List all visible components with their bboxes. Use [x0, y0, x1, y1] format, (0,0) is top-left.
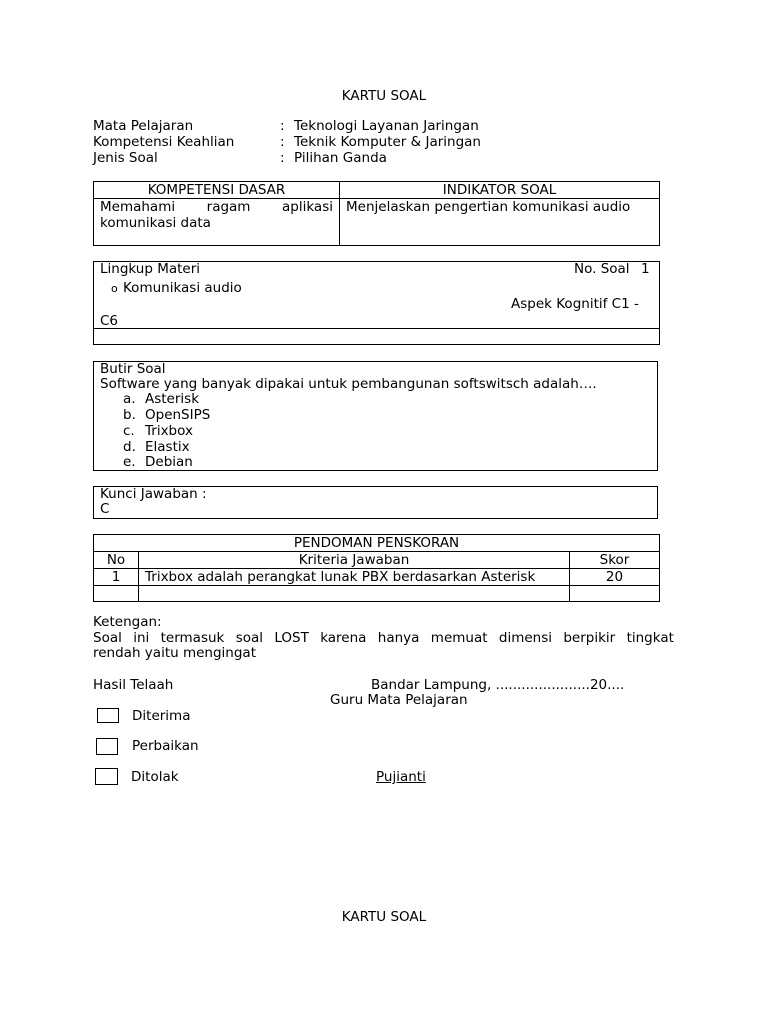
kd-word: aplikasi — [282, 199, 333, 215]
butir-label: Butir Soal — [100, 361, 166, 377]
place-date: Bandar Lampung, ......................20.... — [371, 677, 625, 693]
signature-name: Pujianti — [376, 769, 426, 785]
keterangan-word: memuat — [430, 630, 488, 646]
option-letter: a. — [123, 391, 136, 407]
indikator-cell: Menjelaskan pengertian komunikasi audio — [340, 199, 660, 246]
keterangan-word: LOST — [274, 630, 309, 646]
info-label-type: Jenis Soal — [93, 150, 158, 166]
option-text: Debian — [145, 454, 193, 470]
info-value-competency: Teknik Komputer & Jaringan — [294, 134, 481, 150]
keterangan-label: Ketengan: — [93, 614, 162, 630]
option-a — [123, 391, 199, 407]
option-text: Trixbox — [145, 423, 193, 439]
info-label-competency: Kompetensi Keahlian — [93, 134, 235, 150]
keterangan-word: dimensi — [498, 630, 552, 646]
info-sep: : — [280, 150, 285, 166]
keterangan-word: termasuk — [160, 630, 225, 646]
kd-line2: komunikasi data — [100, 215, 211, 231]
keterangan-word: tingkat — [626, 630, 674, 646]
option-c — [123, 423, 193, 439]
keterangan-word: Soal — [93, 630, 122, 646]
pedoman-table — [93, 534, 660, 602]
aspek-kognitif: Aspek Kognitif C1 - — [511, 296, 639, 312]
option-e — [123, 454, 193, 470]
option-letter: b. — [123, 407, 136, 423]
empty-cell — [139, 586, 570, 602]
info-label-subject: Mata Pelajaran — [93, 118, 194, 134]
keterangan-line1 — [93, 630, 674, 646]
info-value-type: Pilihan Ganda — [294, 150, 387, 166]
keterangan-word: soal — [235, 630, 264, 646]
row-kriteria: Trixbox adalah perangkat lunak PBX berdasarkan Asterisk — [139, 569, 570, 586]
telaah-option-ditolak: Ditolak — [131, 769, 179, 785]
no-soal-label: No. Soal — [574, 261, 630, 277]
option-d — [123, 439, 190, 455]
keterangan-word: berpikir — [563, 630, 616, 646]
info-sep: : — [280, 134, 285, 150]
option-letter: e. — [123, 454, 136, 470]
signature-role: Guru Mata Pelajaran — [330, 692, 468, 708]
option-text: OpenSIPS — [145, 407, 211, 423]
col-header-skor: Skor — [570, 552, 660, 569]
col-header-kriteria: Kriteria Jawaban — [139, 552, 570, 569]
info-sep: : — [280, 118, 285, 134]
kunci-label: Kunci Jawaban : — [100, 486, 207, 502]
lingkup-divider — [94, 328, 659, 329]
option-text: Asterisk — [145, 391, 200, 407]
telaah-option-diterima: Diterima — [132, 708, 191, 724]
keterangan-word: ini — [133, 630, 150, 646]
keterangan-word: hanya — [377, 630, 420, 646]
question-text: Software yang banyak dipakai untuk pembangunan softswitsch adalah…. — [100, 376, 597, 392]
no-soal-value: 1 — [641, 261, 650, 277]
pedoman-title: PENDOMAN PENSKORAN — [94, 535, 660, 552]
kd-cell — [94, 199, 340, 246]
checkbox-diterima[interactable] — [97, 708, 119, 723]
indikator-header: INDIKATOR SOAL — [340, 182, 660, 199]
aspek-kognitif-cont: C6 — [100, 313, 119, 329]
telaah-label: Hasil Telaah — [93, 677, 174, 693]
bullet-icon: o — [111, 282, 118, 295]
empty-cell — [570, 586, 660, 602]
info-value-subject: Teknologi Layanan Jaringan — [294, 118, 479, 134]
kunci-value: C — [100, 501, 110, 517]
kd-line1 — [100, 199, 333, 215]
kd-word: Memahami — [100, 199, 176, 215]
row-no: 1 — [94, 569, 139, 586]
option-text: Elastix — [145, 439, 190, 455]
row-skor: 20 — [570, 569, 660, 586]
kd-header: KOMPETENSI DASAR — [94, 182, 340, 199]
page-title: KARTU SOAL — [341, 88, 427, 104]
materi-item: Komunikasi audio — [123, 280, 242, 296]
checkbox-perbaikan[interactable] — [96, 738, 118, 755]
kd-table — [93, 181, 660, 246]
empty-cell — [94, 586, 139, 602]
keterangan-line2: rendah yaitu mengingat — [93, 645, 256, 661]
footer-title: KARTU SOAL — [341, 909, 427, 925]
kd-word: ragam — [206, 199, 251, 215]
col-header-no: No — [94, 552, 139, 569]
telaah-option-perbaikan: Perbaikan — [132, 738, 199, 754]
option-b — [123, 407, 210, 423]
keterangan-word: karena — [320, 630, 367, 646]
option-letter: d. — [123, 439, 136, 455]
option-letter: c. — [123, 423, 135, 439]
checkbox-ditolak[interactable] — [95, 768, 118, 785]
lingkup-label: Lingkup Materi — [100, 261, 201, 277]
